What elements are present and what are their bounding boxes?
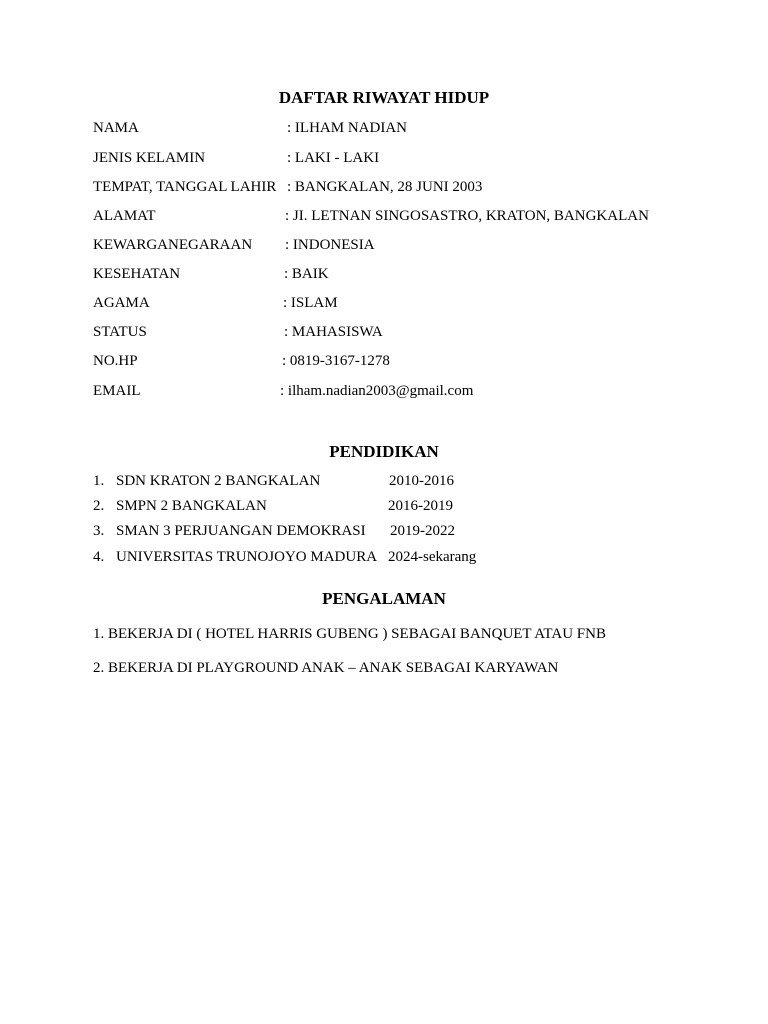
biodata-label: KESEHATAN [93, 266, 181, 282]
education-years: 2010-2016 [389, 473, 454, 489]
education-school: SDN KRATON 2 BANGKALAN [116, 473, 321, 489]
biodata-value: : ILHAM NADIAN [287, 120, 407, 136]
biodata-label: NO.HP [93, 353, 138, 369]
biodata-label: NAMA [93, 120, 139, 136]
experience-item: 1. BEKERJA DI ( HOTEL HARRIS GUBENG ) SEBAGAI BANQUET ATAU FNB [93, 626, 606, 642]
biodata-value: : ilham.nadian2003@gmail.com [280, 383, 474, 399]
biodata-label: EMAIL [93, 383, 141, 399]
biodata-value: : LAKI - LAKI [287, 150, 380, 166]
biodata-value: : INDONESIA [285, 237, 375, 253]
biodata-value: : ISLAM [283, 295, 338, 311]
education-number: 1. [93, 473, 105, 489]
experience-item: 2. BEKERJA DI PLAYGROUND ANAK – ANAK SEBAGAI KARYAWAN [93, 660, 559, 676]
biodata-label: ALAMAT [93, 208, 156, 224]
education-heading: PENDIDIKAN [329, 442, 439, 461]
education-years: 2016-2019 [388, 498, 453, 514]
experience-heading: PENGALAMAN [322, 589, 446, 608]
education-number: 2. [93, 498, 105, 514]
education-years: 2019-2022 [390, 523, 455, 539]
biodata-label: TEMPAT, TANGGAL LAHIR [93, 179, 277, 195]
education-number: 3. [93, 523, 105, 539]
education-number: 4. [93, 549, 105, 565]
biodata-value: : BAIK [284, 266, 329, 282]
biodata-label: KEWARGANEGARAAN [93, 237, 253, 253]
biodata-value: : MAHASISWA [284, 324, 383, 340]
biodata-label: STATUS [93, 324, 147, 340]
biodata-label: JENIS KELAMIN [93, 150, 206, 166]
biodata-value: : JI. LETNAN SINGOSASTRO, KRATON, BANGKALAN [285, 208, 649, 224]
education-school: SMPN 2 BANGKALAN [116, 498, 267, 514]
education-years: 2024-sekarang [388, 549, 477, 565]
education-school: SMAN 3 PERJUANGAN DEMOKRASI [116, 523, 366, 539]
biodata-label: AGAMA [93, 295, 150, 311]
biodata-value: : BANGKALAN, 28 JUNI 2003 [287, 179, 483, 195]
biodata-value: : 0819-3167-1278 [282, 353, 390, 369]
document-title: DAFTAR RIWAYAT HIDUP [278, 88, 490, 107]
education-school: UNIVERSITAS TRUNOJOYO MADURA [116, 549, 378, 565]
